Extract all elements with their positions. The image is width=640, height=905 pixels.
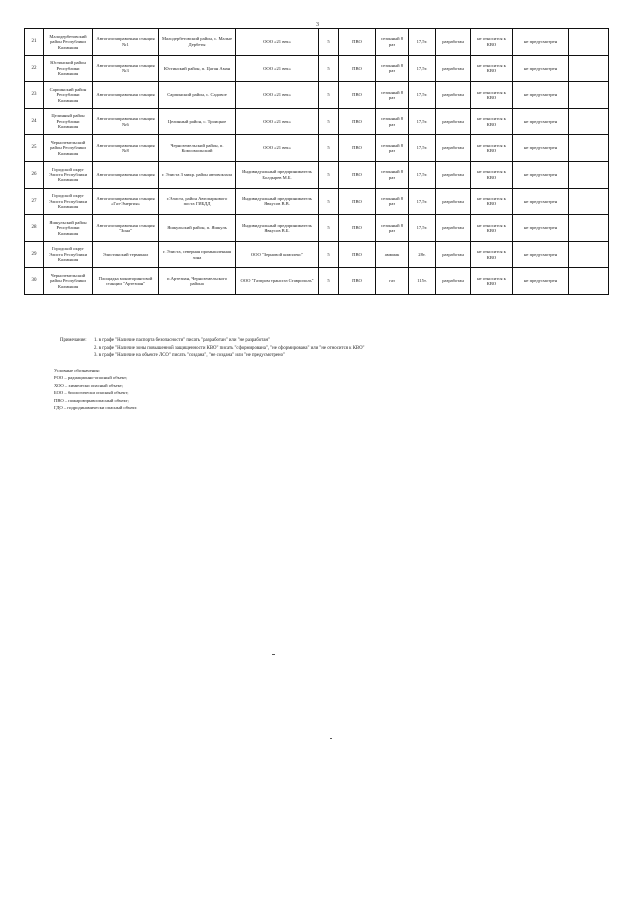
cell-organization: Индивидуальный предприниматель Явкусов В.В. [236,188,319,215]
cell-district: Юстинский район Республики Калмыкия [44,55,93,82]
cell-class: 5 [319,108,339,135]
cell-object-name: Автогазозаправочная станция №1 [93,29,159,56]
cell-location: Юстинский район, п. Цаган Аман [159,55,236,82]
cell-organization: ООО "Газпром трансгаз Ставрополь" [236,268,319,295]
cell-district: Малодербетовский район Республики Калмыкия [44,29,93,56]
legend-item: РОО – радиационно-опасный объект; [54,375,128,381]
cell-safety-passport: разработан [436,215,471,242]
cell-location: Яшкульский район, п. Яшкуль [159,215,236,242]
cell-class: 5 [319,241,339,268]
cell-object-name: Автогазозаправочная станция «Газ-Энергия» [93,188,159,215]
cell-organization: ООО «21 век» [236,29,319,56]
cell-district: Черноземельский район Республики Калмыкия [44,268,93,295]
legend-item: ХОО – химически опасный объект; [54,382,124,388]
cell-district: Городской округ Элиста Республики Калмыкия [44,241,93,268]
cell-district: Яшкульский район Республики Калмыкия [44,215,93,242]
cell-safety-passport: разработан [436,82,471,109]
cell-row-number: 24 [25,108,44,135]
objects-table-body [25,29,609,295]
cell-object-name: Площадка мониторинговой станции "Артезиан" [93,268,159,295]
cell-hazard-type: ПВО [339,268,376,295]
cell-district: Городской округ Элиста Республики Калмыкия [44,188,93,215]
legend-title: Условные обозначения: [54,368,100,373]
table-row [25,55,609,82]
note-item: 1. в графе "Наличие паспорта безопасности" писать "разработан" или "не разработан" [94,338,270,343]
cell-substance: сезонный 8 раз [376,29,409,56]
cell-extra [569,268,609,295]
cell-lso: не предусмотрен [513,55,569,82]
table-row [25,29,609,56]
cell-organization: ООО «21 век» [236,82,319,109]
cell-substance: сезонный 8 раз [376,135,409,162]
cell-extra [569,29,609,56]
cell-location: Черноземельский район, п. Комсомольский [159,135,236,162]
cell-extra [569,135,609,162]
cell-location: Малодербетовский район, с. Малые Дербеты [159,29,236,56]
cell-row-number: 21 [25,29,44,56]
cell-lso: не предусмотрен [513,215,569,242]
cell-extra [569,55,609,82]
cell-substance: сезонный 8 раз [376,188,409,215]
table-row [25,215,609,242]
cell-quantity: 17,5т. [409,55,436,82]
cell-substance: сезонный 8 раз [376,55,409,82]
cell-substance: сезонный 8 раз [376,215,409,242]
cell-location: п.Артезиан, Черноземельского района [159,268,236,295]
cell-row-number: 26 [25,161,44,188]
cell-kvo-zone: не относится к КВО [471,268,513,295]
cell-row-number: 28 [25,215,44,242]
cell-object-name: Автогазозаправочная станция №6 [93,108,159,135]
cell-kvo-zone: не относится к КВО [471,135,513,162]
table-row [25,268,609,295]
cell-safety-passport: разработан [436,268,471,295]
table-row [25,82,609,109]
cell-lso: не предусмотрен [513,29,569,56]
cell-object-name: Автогазозаправочная станция [93,82,159,109]
cell-object-name: Автогазозаправочная станция №3 [93,55,159,82]
cell-kvo-zone: не относится к КВО [471,188,513,215]
cell-hazard-type: ПВО [339,135,376,162]
cell-kvo-zone: не относится к КВО [471,241,513,268]
cell-location: Сарпинский район, с. Садовое [159,82,236,109]
cell-class: 5 [319,29,339,56]
cell-object-name: Автогазозаправочная станция [93,161,159,188]
cell-organization: ООО «21 век» [236,55,319,82]
cell-location: Целинный район, с. Троицкое [159,108,236,135]
cell-quantity: 17,5т. [409,161,436,188]
legend-item: БОО – биологически опасный объект; [54,390,129,396]
cell-hazard-type: ПВО [339,82,376,109]
cell-extra [569,161,609,188]
cell-object-name: Элистинский терминал [93,241,159,268]
cell-quantity: 17,5т. [409,108,436,135]
cell-location: г.Элиста, район Автопаркового поста ГИБДД [159,188,236,215]
cell-kvo-zone: не относится к КВО [471,82,513,109]
cell-kvo-zone: не относится к КВО [471,108,513,135]
cell-row-number: 23 [25,82,44,109]
cell-hazard-type: ПВО [339,108,376,135]
cell-substance: сезонный 8 раз [376,108,409,135]
cell-quantity: 28т. [409,241,436,268]
cell-lso: не предусмотрен [513,161,569,188]
table-row [25,161,609,188]
legend-item: ГДО – гидродинамически опасный объект. [54,405,138,411]
cell-extra [569,108,609,135]
cell-quantity: 17,5т. [409,82,436,109]
cell-quantity: 17,5т. [409,29,436,56]
cell-organization: Индивидуальный предприниматель Явкусов В.Б. [236,215,319,242]
cell-row-number: 30 [25,268,44,295]
cell-hazard-type: ПВО [339,55,376,82]
cell-lso: не предусмотрен [513,108,569,135]
cell-quantity: 115т. [409,268,436,295]
cell-hazard-type: ПВО [339,161,376,188]
cell-safety-passport: разработан [436,29,471,56]
cell-substance: газ [376,268,409,295]
cell-lso: не предусмотрен [513,188,569,215]
cell-kvo-zone: не относится к КВО [471,161,513,188]
cell-quantity: 17,5т. [409,188,436,215]
page-number: 3 [316,22,319,28]
table-row [25,241,609,268]
cell-district: Городской округ Элиста Республики Калмыкия [44,161,93,188]
cell-class: 5 [319,161,339,188]
cell-class: 5 [319,188,339,215]
cell-district: Черноземельский район Республики Калмыкия [44,135,93,162]
scan-speck [330,738,332,739]
cell-hazard-type: ПВО [339,241,376,268]
cell-organization: ООО "Зерновой комплекс" [236,241,319,268]
cell-district: Сарпинский район Республики Калмыкия [44,82,93,109]
cell-quantity: 17,5т. [409,135,436,162]
objects-table-wrapper [24,28,608,295]
cell-safety-passport: разработан [436,108,471,135]
cell-row-number: 22 [25,55,44,82]
cell-organization: ООО «21 век» [236,108,319,135]
cell-substance: аммиак [376,241,409,268]
cell-class: 5 [319,55,339,82]
cell-kvo-zone: не относится к КВО [471,215,513,242]
cell-organization: ООО «21 век» [236,135,319,162]
cell-safety-passport: разработан [436,161,471,188]
cell-lso: не предусмотрен [513,82,569,109]
cell-safety-passport: разработан [436,188,471,215]
cell-class: 5 [319,135,339,162]
cell-hazard-type: ПВО [339,29,376,56]
cell-extra [569,82,609,109]
cell-row-number: 27 [25,188,44,215]
cell-class: 5 [319,268,339,295]
cell-organization: Индивидуальный предприниматель Болдырев М.Б. [236,161,319,188]
cell-safety-passport: разработан [436,241,471,268]
cell-substance: сезонный 8 раз [376,161,409,188]
objects-table [24,28,609,295]
note-item: 3. в графе "Наличие на объекте ЛСО" писать "создана", "не создана" или "не предусмотрено" [94,353,285,358]
cell-lso: не предусмотрен [513,135,569,162]
cell-row-number: 29 [25,241,44,268]
cell-district: Целинный район Республики Калмыкия [44,108,93,135]
cell-extra [569,215,609,242]
cell-kvo-zone: не относится к КВО [471,55,513,82]
cell-location: г. Элиста 3 микр. район автовокзала [159,161,236,188]
cell-class: 5 [319,82,339,109]
cell-row-number: 25 [25,135,44,162]
cell-object-name: Автогазозаправочная станция "Зона" [93,215,159,242]
scan-speck [272,654,275,655]
cell-hazard-type: ПВО [339,215,376,242]
cell-kvo-zone: не относится к КВО [471,29,513,56]
cell-location: г. Элиста, северная промышленная зона [159,241,236,268]
table-row [25,108,609,135]
cell-class: 5 [319,215,339,242]
cell-extra [569,188,609,215]
cell-substance: сезонный 8 раз [376,82,409,109]
cell-safety-passport: разработан [436,135,471,162]
note-item: 2. в графе "Наличие зоны повышенной защищенности КВО" писать "сформирована", "не сформирована" или "не относится к КВО" [94,345,365,351]
cell-lso: не предусмотрен [513,241,569,268]
legend-item: ПВО – пожаровзрывоопасный объект; [54,397,129,403]
cell-extra [569,241,609,268]
cell-safety-passport: разработан [436,55,471,82]
table-row [25,135,609,162]
notes-title: Примечание: [60,338,87,343]
cell-hazard-type: ПВО [339,188,376,215]
cell-object-name: Автогазозаправочная станция №8 [93,135,159,162]
cell-lso: не предусмотрен [513,268,569,295]
cell-quantity: 17,5т. [409,215,436,242]
table-row [25,188,609,215]
legend-block [54,367,137,411]
